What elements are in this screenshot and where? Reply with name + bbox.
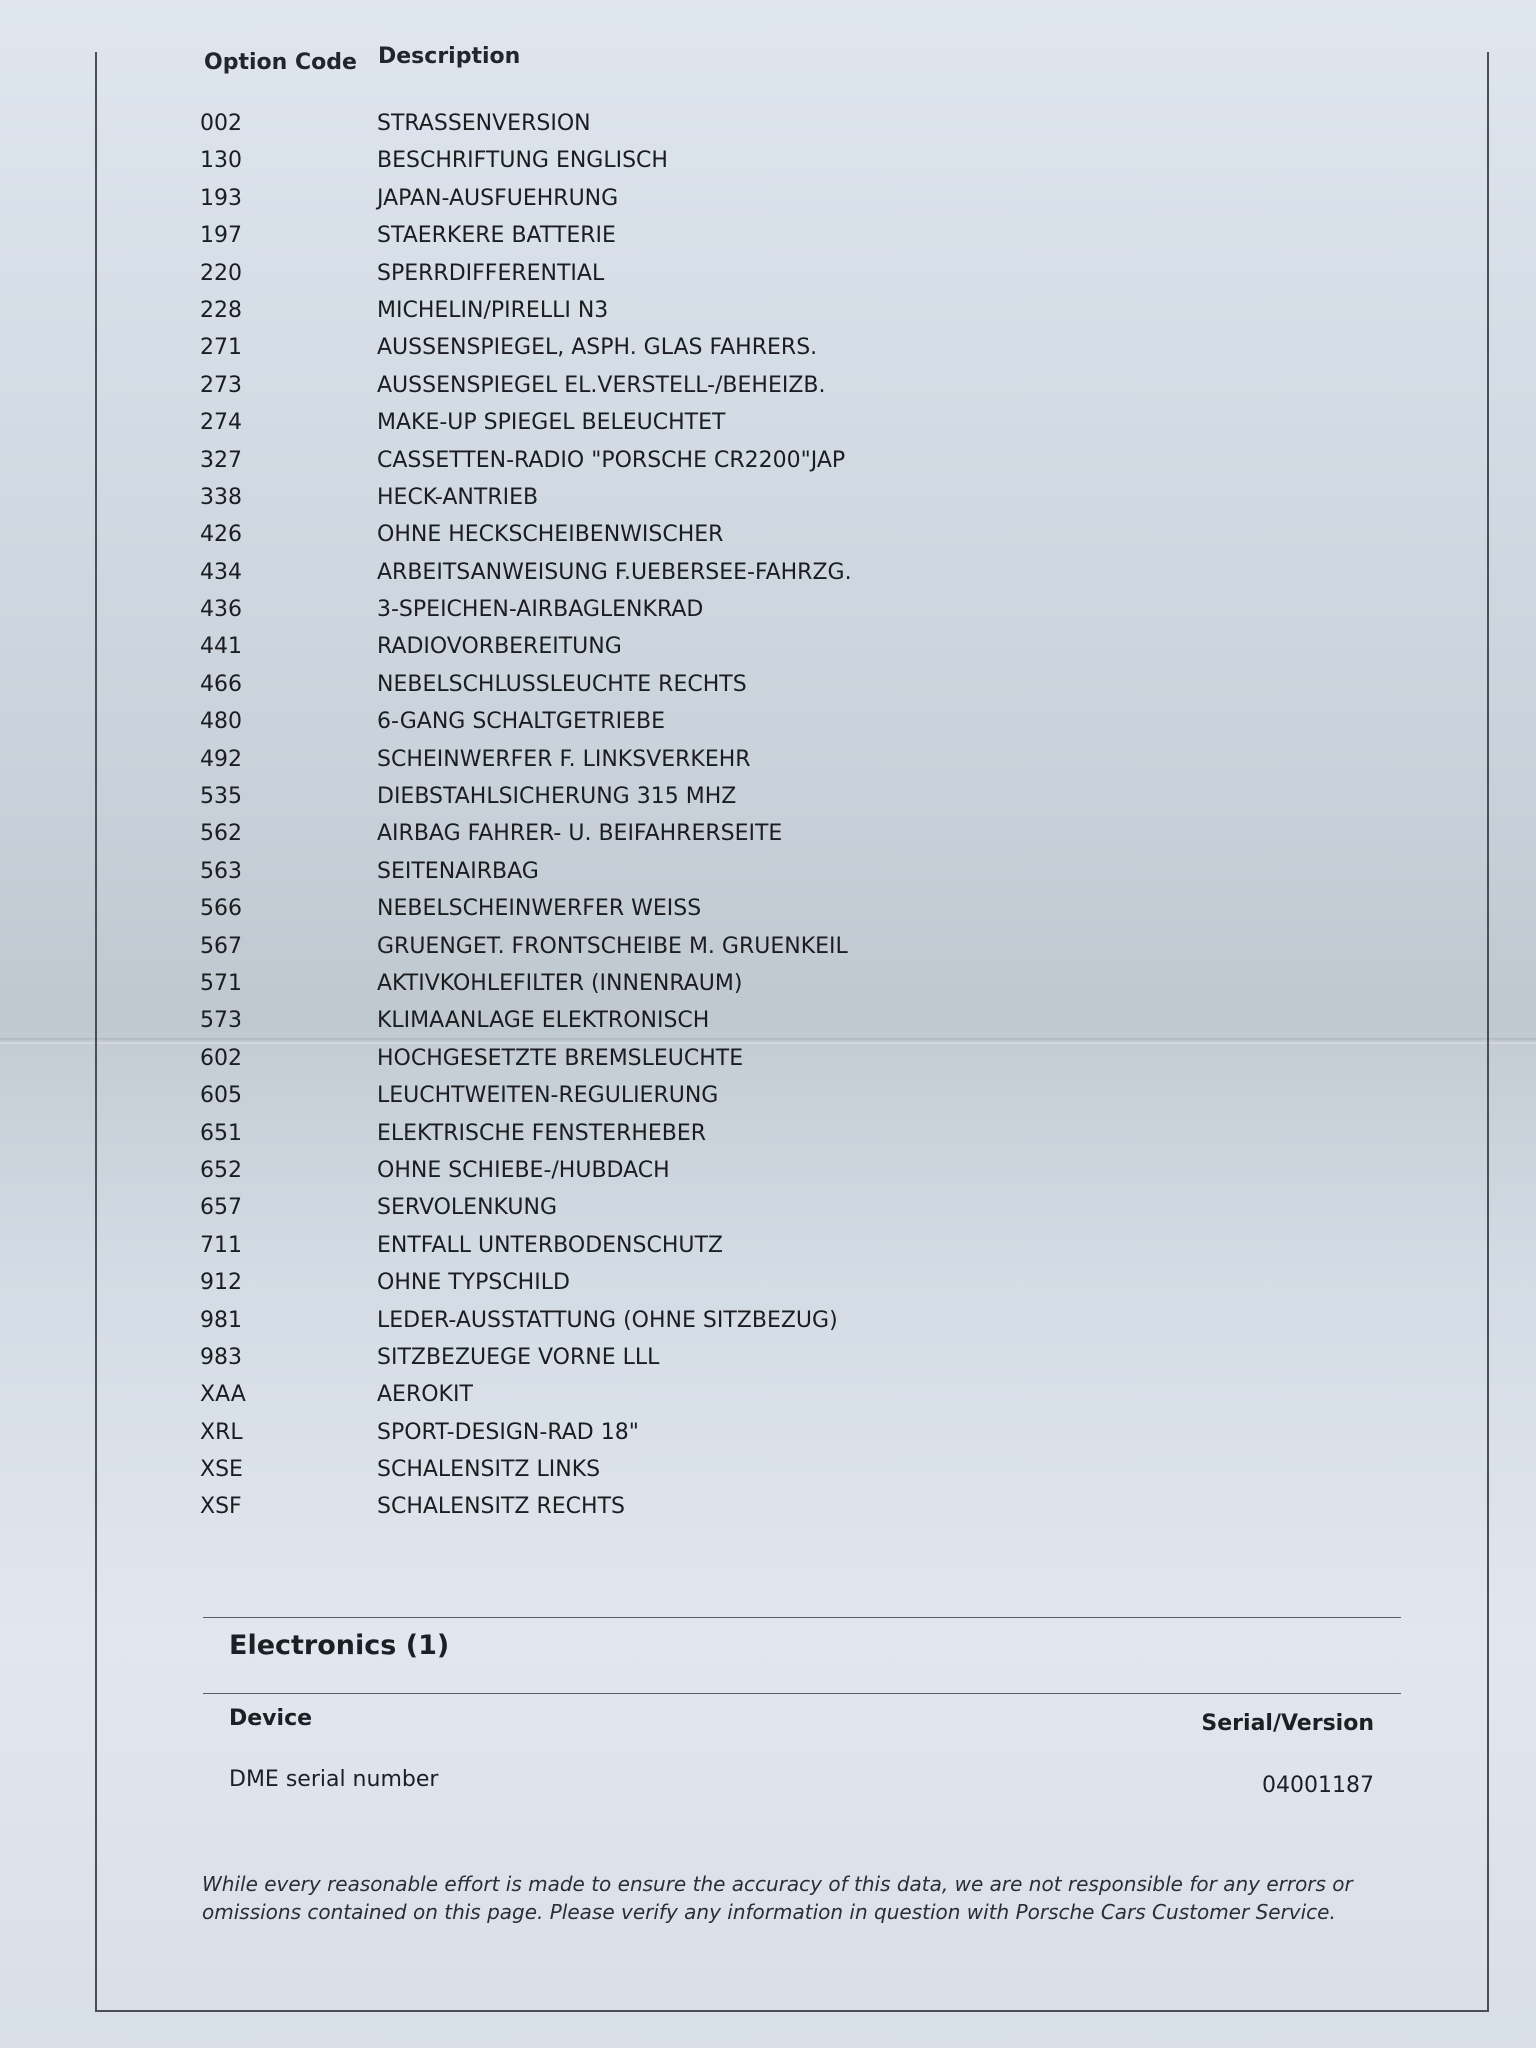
electronics-section-title: Electronics (1)	[229, 1630, 450, 1661]
option-description: SCHALENSITZ LINKS	[377, 1457, 601, 1483]
option-code: 566	[200, 896, 242, 922]
option-code: 711	[200, 1232, 242, 1258]
option-row	[200, 1379, 920, 1416]
option-code: 567	[200, 933, 242, 959]
option-code: 466	[200, 671, 242, 697]
option-row	[200, 108, 920, 145]
option-code: 228	[200, 297, 242, 323]
option-row	[200, 220, 920, 257]
option-description: SEITENAIRBAG	[377, 858, 539, 884]
option-code: 983	[200, 1344, 242, 1370]
option-code: 652	[200, 1157, 242, 1183]
option-description: AIRBAG FAHRER- U. BEIFAHRERSEITE	[377, 821, 783, 847]
option-code: 271	[200, 335, 242, 361]
option-row	[200, 1305, 920, 1342]
option-description: STRASSENVERSION	[377, 111, 591, 136]
option-code: 273	[200, 372, 242, 398]
option-description: JAPAN-AUSFUEHRUNG	[377, 185, 619, 211]
option-row	[200, 1491, 920, 1528]
option-description: ELEKTRISCHE FENSTERHEBER	[377, 1120, 707, 1146]
option-row	[200, 1005, 920, 1042]
option-description: HECK-ANTRIEB	[377, 484, 539, 510]
option-row	[200, 183, 920, 220]
option-row	[200, 968, 920, 1005]
option-code: XRL	[200, 1419, 243, 1445]
option-description: OHNE TYPSCHILD	[377, 1270, 570, 1296]
option-row	[200, 594, 920, 631]
option-row	[200, 1342, 920, 1379]
option-description: SCHALENSITZ RECHTS	[377, 1494, 625, 1520]
option-row	[200, 482, 920, 519]
option-row	[200, 407, 920, 444]
option-row	[200, 145, 920, 182]
option-code: 602	[200, 1045, 242, 1071]
option-row	[200, 519, 920, 556]
option-code: 130	[200, 148, 242, 174]
option-code: 434	[200, 559, 242, 585]
section-divider-bottom	[203, 1693, 1401, 1694]
option-description: 6-GANG SCHALTGETRIEBE	[377, 709, 665, 735]
option-code: 657	[200, 1195, 242, 1221]
option-description: AUSSENSPIEGEL, ASPH. GLAS FAHRERS.	[377, 335, 818, 361]
option-code: 197	[200, 223, 242, 249]
option-code: 480	[200, 709, 242, 735]
option-description: KLIMAANLAGE ELEKTRONISCH	[377, 1008, 710, 1034]
option-code: 563	[200, 858, 242, 884]
option-row	[200, 295, 920, 332]
serial-column-header: Serial/Version	[1201, 1711, 1374, 1736]
option-code: 436	[200, 597, 242, 623]
option-code: XAA	[200, 1382, 246, 1408]
option-code: 562	[200, 821, 242, 847]
option-row	[200, 557, 920, 594]
option-row	[200, 744, 920, 781]
section-divider-top	[203, 1617, 1401, 1618]
option-row	[200, 1080, 920, 1117]
option-code: 002	[200, 111, 242, 136]
option-description: AUSSENSPIEGEL EL.VERSTELL-/BEHEIZB.	[377, 372, 826, 398]
option-code: 605	[200, 1083, 242, 1109]
option-description: SCHEINWERFER F. LINKSVERKEHR	[377, 746, 751, 772]
option-description: NEBELSCHLUSSLEUCHTE RECHTS	[377, 671, 747, 697]
option-row	[200, 258, 920, 295]
option-description: BESCHRIFTUNG ENGLISCH	[377, 148, 668, 174]
option-description: SPERRDIFFERENTIAL	[377, 260, 605, 286]
device-serial: 04001187	[1262, 1773, 1374, 1798]
option-row	[200, 669, 920, 706]
option-description: SITZBEZUEGE VORNE LLL	[377, 1344, 660, 1370]
option-code: XSF	[200, 1494, 242, 1520]
option-code: 912	[200, 1270, 242, 1296]
option-row	[200, 445, 920, 482]
option-row	[200, 1118, 920, 1155]
option-code: 573	[200, 1008, 242, 1034]
option-description: AKTIVKOHLEFILTER (INNENRAUM)	[377, 970, 743, 996]
option-row	[200, 1417, 920, 1454]
option-row	[200, 332, 920, 369]
device-column-header: Device	[229, 1706, 313, 1731]
option-description: SERVOLENKUNG	[377, 1195, 557, 1221]
option-description: SPORT-DESIGN-RAD 18"	[377, 1419, 639, 1445]
option-row	[200, 856, 920, 893]
options-list	[200, 108, 920, 1529]
option-description: STAERKERE BATTERIE	[377, 223, 616, 249]
device-name: DME serial number	[229, 1767, 439, 1792]
option-description: ENTFALL UNTERBODENSCHUTZ	[377, 1232, 723, 1258]
option-code: 651	[200, 1120, 242, 1146]
option-row	[200, 370, 920, 407]
option-row	[200, 1192, 920, 1229]
option-description: GRUENGET. FRONTSCHEIBE M. GRUENKEIL	[377, 933, 848, 959]
option-code: 338	[200, 484, 242, 510]
option-code: 220	[200, 260, 242, 286]
option-description: AEROKIT	[377, 1382, 473, 1408]
option-row	[200, 1267, 920, 1304]
option-row	[200, 893, 920, 930]
option-row	[200, 818, 920, 855]
option-description: LEUCHTWEITEN-REGULIERUNG	[377, 1083, 719, 1109]
option-code: 426	[200, 522, 242, 548]
option-description: HOCHGESETZTE BREMSLEUCHTE	[377, 1045, 744, 1071]
option-description: ARBEITSANWEISUNG F.UEBERSEE-FAHRZG.	[377, 559, 852, 585]
option-description: OHNE HECKSCHEIBENWISCHER	[377, 522, 724, 548]
option-row	[200, 1454, 920, 1491]
option-code: 327	[200, 447, 242, 473]
option-code: 274	[200, 410, 242, 436]
option-row	[200, 631, 920, 668]
option-row	[200, 781, 920, 818]
option-description: MAKE-UP SPIEGEL BELEUCHTET	[377, 410, 726, 436]
option-description: MICHELIN/PIRELLI N3	[377, 297, 609, 323]
option-description: CASSETTEN-RADIO "PORSCHE CR2200"JAP	[377, 447, 846, 473]
option-row	[200, 706, 920, 743]
header-description: Description	[378, 44, 521, 69]
header-option-code: Option Code	[204, 50, 357, 75]
option-code: 571	[200, 970, 242, 996]
disclaimer-text: While every reasonable effort is made to ensure the accuracy of this data, we are not responsible for any errors or omissions contained on this page. Please verify any information in question with Porsche Cars Customer Service.	[202, 1872, 1353, 1924]
option-row	[200, 931, 920, 968]
option-row	[200, 1155, 920, 1192]
option-code: 535	[200, 784, 242, 810]
option-description: 3-SPEICHEN-AIRBAGLENKRAD	[377, 597, 704, 623]
option-description: DIEBSTAHLSICHERUNG 315 MHZ	[377, 784, 737, 810]
option-row	[200, 1043, 920, 1080]
option-description: LEDER-AUSSTATTUNG (OHNE SITZBEZUG)	[377, 1307, 838, 1333]
option-code: 193	[200, 185, 242, 211]
option-code: 492	[200, 746, 242, 772]
option-code: XSE	[200, 1457, 243, 1483]
option-description: OHNE SCHIEBE-/HUBDACH	[377, 1157, 670, 1183]
option-description: NEBELSCHEINWERFER WEISS	[377, 896, 702, 922]
option-row	[200, 1230, 920, 1267]
option-description: RADIOVORBEREITUNG	[377, 634, 622, 660]
option-code: 441	[200, 634, 242, 660]
option-code: 981	[200, 1307, 242, 1333]
